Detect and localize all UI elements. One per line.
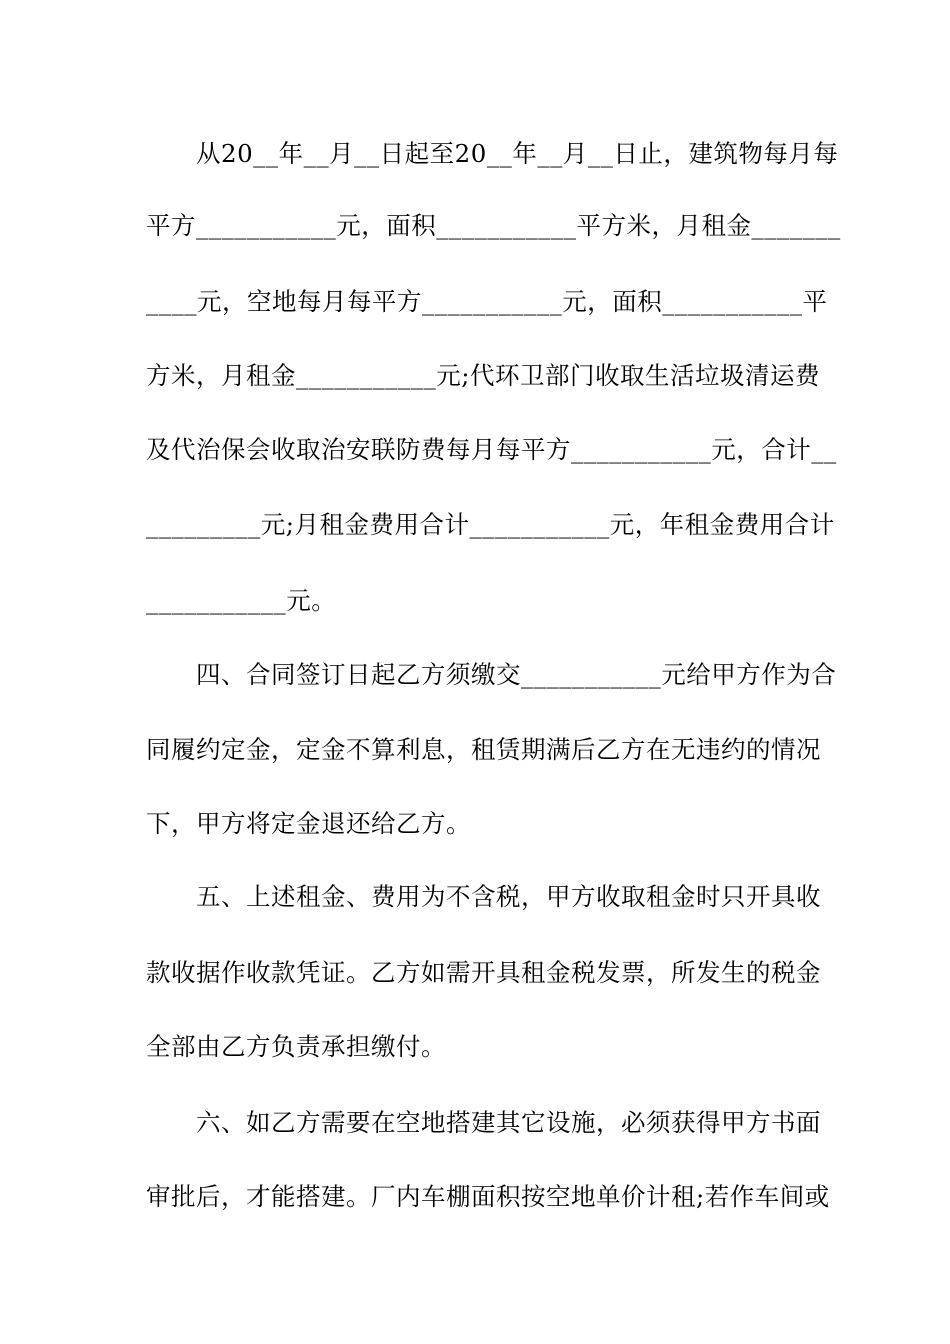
paragraph-3-line-5: 及代治保会收取治安联防费每月每平方___________元，合计__ xyxy=(146,435,837,464)
paragraph-6-line-1: 六、如乙方需要在空地搭建其它设施，必须获得甲方书面 xyxy=(196,1108,821,1137)
paragraph-3-line-2: 平方___________元，面积___________平方米，月租金_______ xyxy=(146,211,841,240)
paragraph-3-line-7: ___________元。 xyxy=(146,586,337,615)
paragraph-4-line-2: 同履约定金，定金不算利息，租赁期满后乙方在无违约的情况 xyxy=(146,735,821,764)
paragraph-5-line-2: 款收据作收款凭证。乙方如需开具租金税发票，所发生的税金 xyxy=(146,958,821,987)
paragraph-3-line-1: 从20__年__月__日起至20__年__月__日止，建筑物每月每 xyxy=(196,139,839,168)
paragraph-5-line-1: 五、上述租金、费用为不含税，甲方收取租金时只开具收 xyxy=(196,882,821,911)
paragraph-3-line-4: 方米，月租金___________元;代环卫部门收取生活垃圾清运费 xyxy=(146,361,821,390)
paragraph-5-line-3: 全部由乙方负责承担缴付。 xyxy=(146,1032,446,1061)
paragraph-6-line-2: 审批后，才能搭建。厂内车棚面积按空地单价计租;若作车间或 xyxy=(146,1182,830,1211)
paragraph-4-line-1: 四、合同签订日起乙方须缴交___________元给甲方作为合 xyxy=(196,660,837,689)
paragraph-4-line-3: 下，甲方将定金退还给乙方。 xyxy=(146,809,471,838)
paragraph-3-line-6: _________元;月租金费用合计___________元，年租金费用合计 xyxy=(146,510,835,539)
paragraph-3-line-3: ____元，空地每月每平方___________元，面积___________平 xyxy=(146,287,828,316)
